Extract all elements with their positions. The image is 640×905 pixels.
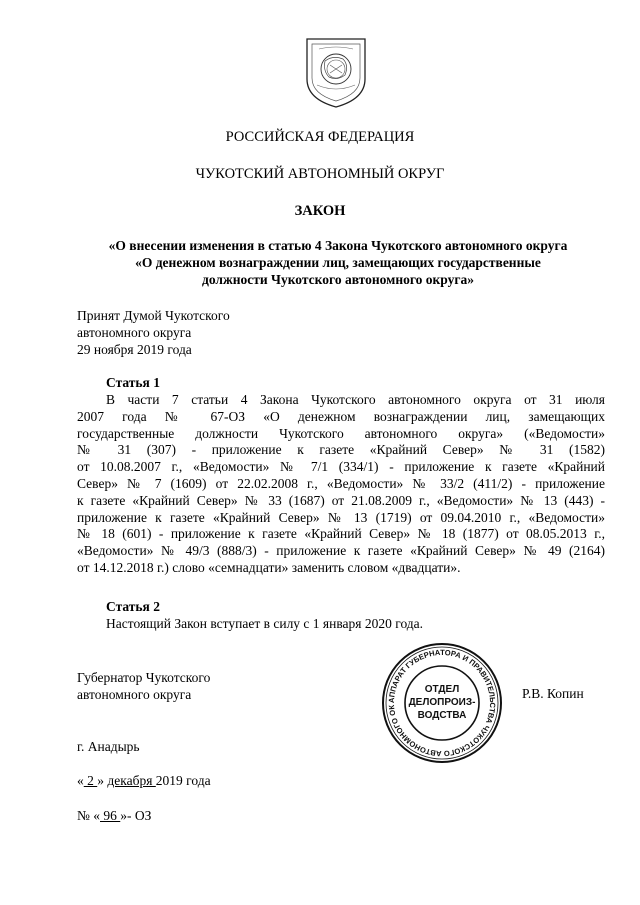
article-1-line: № 31 (307) - приложение к газете «Крайний Север» № 31 (1582) (77, 442, 605, 458)
country-heading: РОССИЙСКАЯ ФЕДЕРАЦИЯ (225, 129, 415, 145)
law-number-value: 96 (100, 808, 121, 823)
official-stamp (381, 642, 503, 764)
adoption-line: 29 ноября 2019 года (77, 342, 192, 357)
date-day: 2 (83, 773, 98, 788)
law-number: № « 96 »- ОЗ (77, 808, 152, 823)
law-title (70, 237, 606, 288)
title-line: должности Чукотского автономного округа» (201, 272, 475, 287)
stamp-ring-text: АППАРАТ ГУБЕРНАТОРА И ПРАВИТЕЛЬСТВА ЧУКОТСКОГО АВТОНОМНОГО ОК (386, 647, 498, 759)
article-2-heading: Статья 2 (106, 599, 160, 614)
signature-position-line: Губернатор Чукотского (77, 670, 211, 685)
article-1-line: Север» № 7 (1609) от 22.02.2008 г., «Ведомости» № 33/2 (411/2) - приложение (77, 475, 605, 491)
stamp-line: ДЕЛОПРОИЗ- (408, 697, 476, 708)
article-2-text: Настоящий Закон вступает в силу с 1 января 2020 года. (106, 616, 424, 631)
city: г. Анадырь (77, 739, 140, 754)
article-1-line: к газете «Крайний Север» № 33 (1687) от 21.08.2009 г., «Ведомости» № 13 (443) - (77, 492, 605, 508)
region-heading: ЧУКОТСКИЙ АВТОНОМНЫЙ ОКРУГ (195, 166, 445, 182)
article-1-line: от 10.08.2007 г., «Ведомости» № 7/1 (334/1) - приложение к газете «Крайний (77, 459, 605, 475)
article-1-body (77, 392, 605, 577)
article-1-line: 2007 года № 67-ОЗ «О денежном вознаграждении лиц, замещающих (77, 408, 605, 424)
adoption-block (77, 307, 230, 358)
adoption-line: Принят Думой Чукотского (77, 308, 230, 323)
date-month: декабря (107, 773, 156, 788)
signatory-name: Р.В. Копин (522, 686, 584, 701)
emblem-icon (303, 35, 369, 110)
article-1-line: В части 7 статьи 4 Закона Чукотского автономного округа от 31 июля (106, 392, 605, 407)
signing-date: « 2 » декабря 2019 года (77, 773, 211, 788)
article-1-line: приложение к газете «Крайний Север» № 13 (1719) от 09.04.2010 г., «Ведомости» (77, 509, 605, 525)
article-1-line: от 14.12.2018 г.) слово «семнадцати» заменить словом «двадцати». (77, 559, 461, 575)
date-year: 2019 года (155, 773, 211, 788)
coat-of-arms-emblem (303, 35, 369, 110)
signature-position-line: автономного округа (77, 687, 192, 702)
adoption-line: автономного округа (77, 325, 192, 340)
article-1-heading: Статья 1 (106, 375, 160, 390)
title-line: «О денежном вознаграждении лиц, замещающих государственные (135, 255, 541, 270)
stamp-line: ВОДСТВА (417, 710, 467, 721)
stamp-line: ОТДЕЛ (424, 684, 460, 695)
document-type: ЗАКОН (294, 203, 346, 219)
article-1-line: «Ведомости» № 49/3 (888/3) - приложение к газете «Крайний Север» № 49 (2164) (77, 543, 605, 559)
title-line: «О внесении изменения в статью 4 Закона Чукотского автономного округа (108, 238, 568, 253)
signature-position (77, 669, 210, 703)
article-1-line: № 18 (601) - приложение к газете «Крайний Север» № 18 (1877) от 08.05.2013 г., (77, 526, 605, 542)
article-1-line: государственные должности Чукотского автономного округа» («Ведомости» (77, 425, 605, 441)
